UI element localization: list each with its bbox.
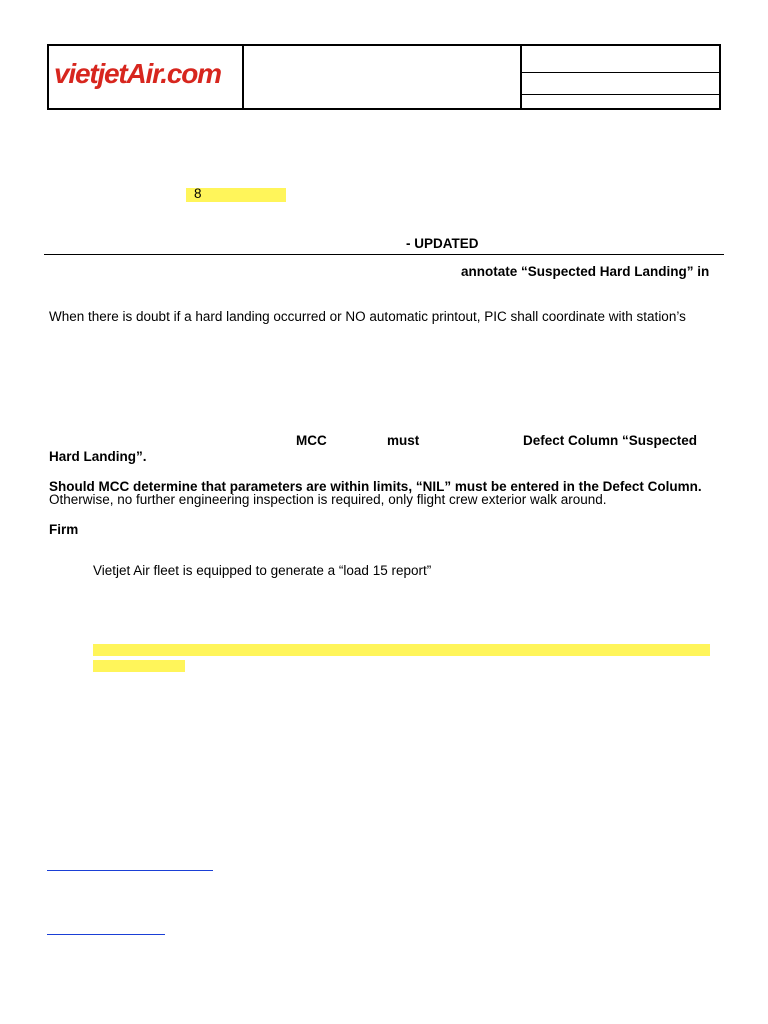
hyperlink-underline[interactable] xyxy=(47,934,165,935)
load15-paragraph: Vietjet Air fleet is equipped to generate a “load 15 report” xyxy=(93,563,432,578)
otherwise-paragraph: Otherwise, no further engineering inspection is required, only flight crew exterior walk around. xyxy=(49,492,607,507)
defect-column-text: Defect Column “Suspected xyxy=(523,433,698,448)
header-table xyxy=(47,44,721,110)
mcc-word: MCC xyxy=(296,433,327,448)
highlight-bar xyxy=(93,660,185,672)
highlight-number: 8 xyxy=(194,186,202,201)
info-row-divider xyxy=(522,94,719,95)
hyperlink-underline[interactable] xyxy=(47,870,213,871)
info-cell xyxy=(522,46,719,108)
vietjet-logo: vietjetAir.com xyxy=(54,58,221,89)
hard-landing-text: Hard Landing”. xyxy=(49,449,147,464)
info-row-divider xyxy=(522,72,719,73)
doubt-paragraph: When there is doubt if a hard landing occurred or NO automatic printout, PIC shall coordinate with station’s xyxy=(49,309,686,324)
section-rule xyxy=(44,254,724,255)
title-cell xyxy=(244,46,522,108)
must-word: must xyxy=(387,433,420,448)
annotate-line: annotate “Suspected Hard Landing” in xyxy=(461,264,710,279)
section-heading: - UPDATED xyxy=(406,236,479,251)
should-mcc-paragraph: Should MCC determine that parameters are within limits, “NIL” must be entered in the Defect Column. xyxy=(49,479,702,494)
highlight-bar xyxy=(93,644,710,656)
firm-label: Firm xyxy=(49,522,79,537)
logo-cell xyxy=(49,46,244,108)
highlight-number-box xyxy=(186,188,286,202)
